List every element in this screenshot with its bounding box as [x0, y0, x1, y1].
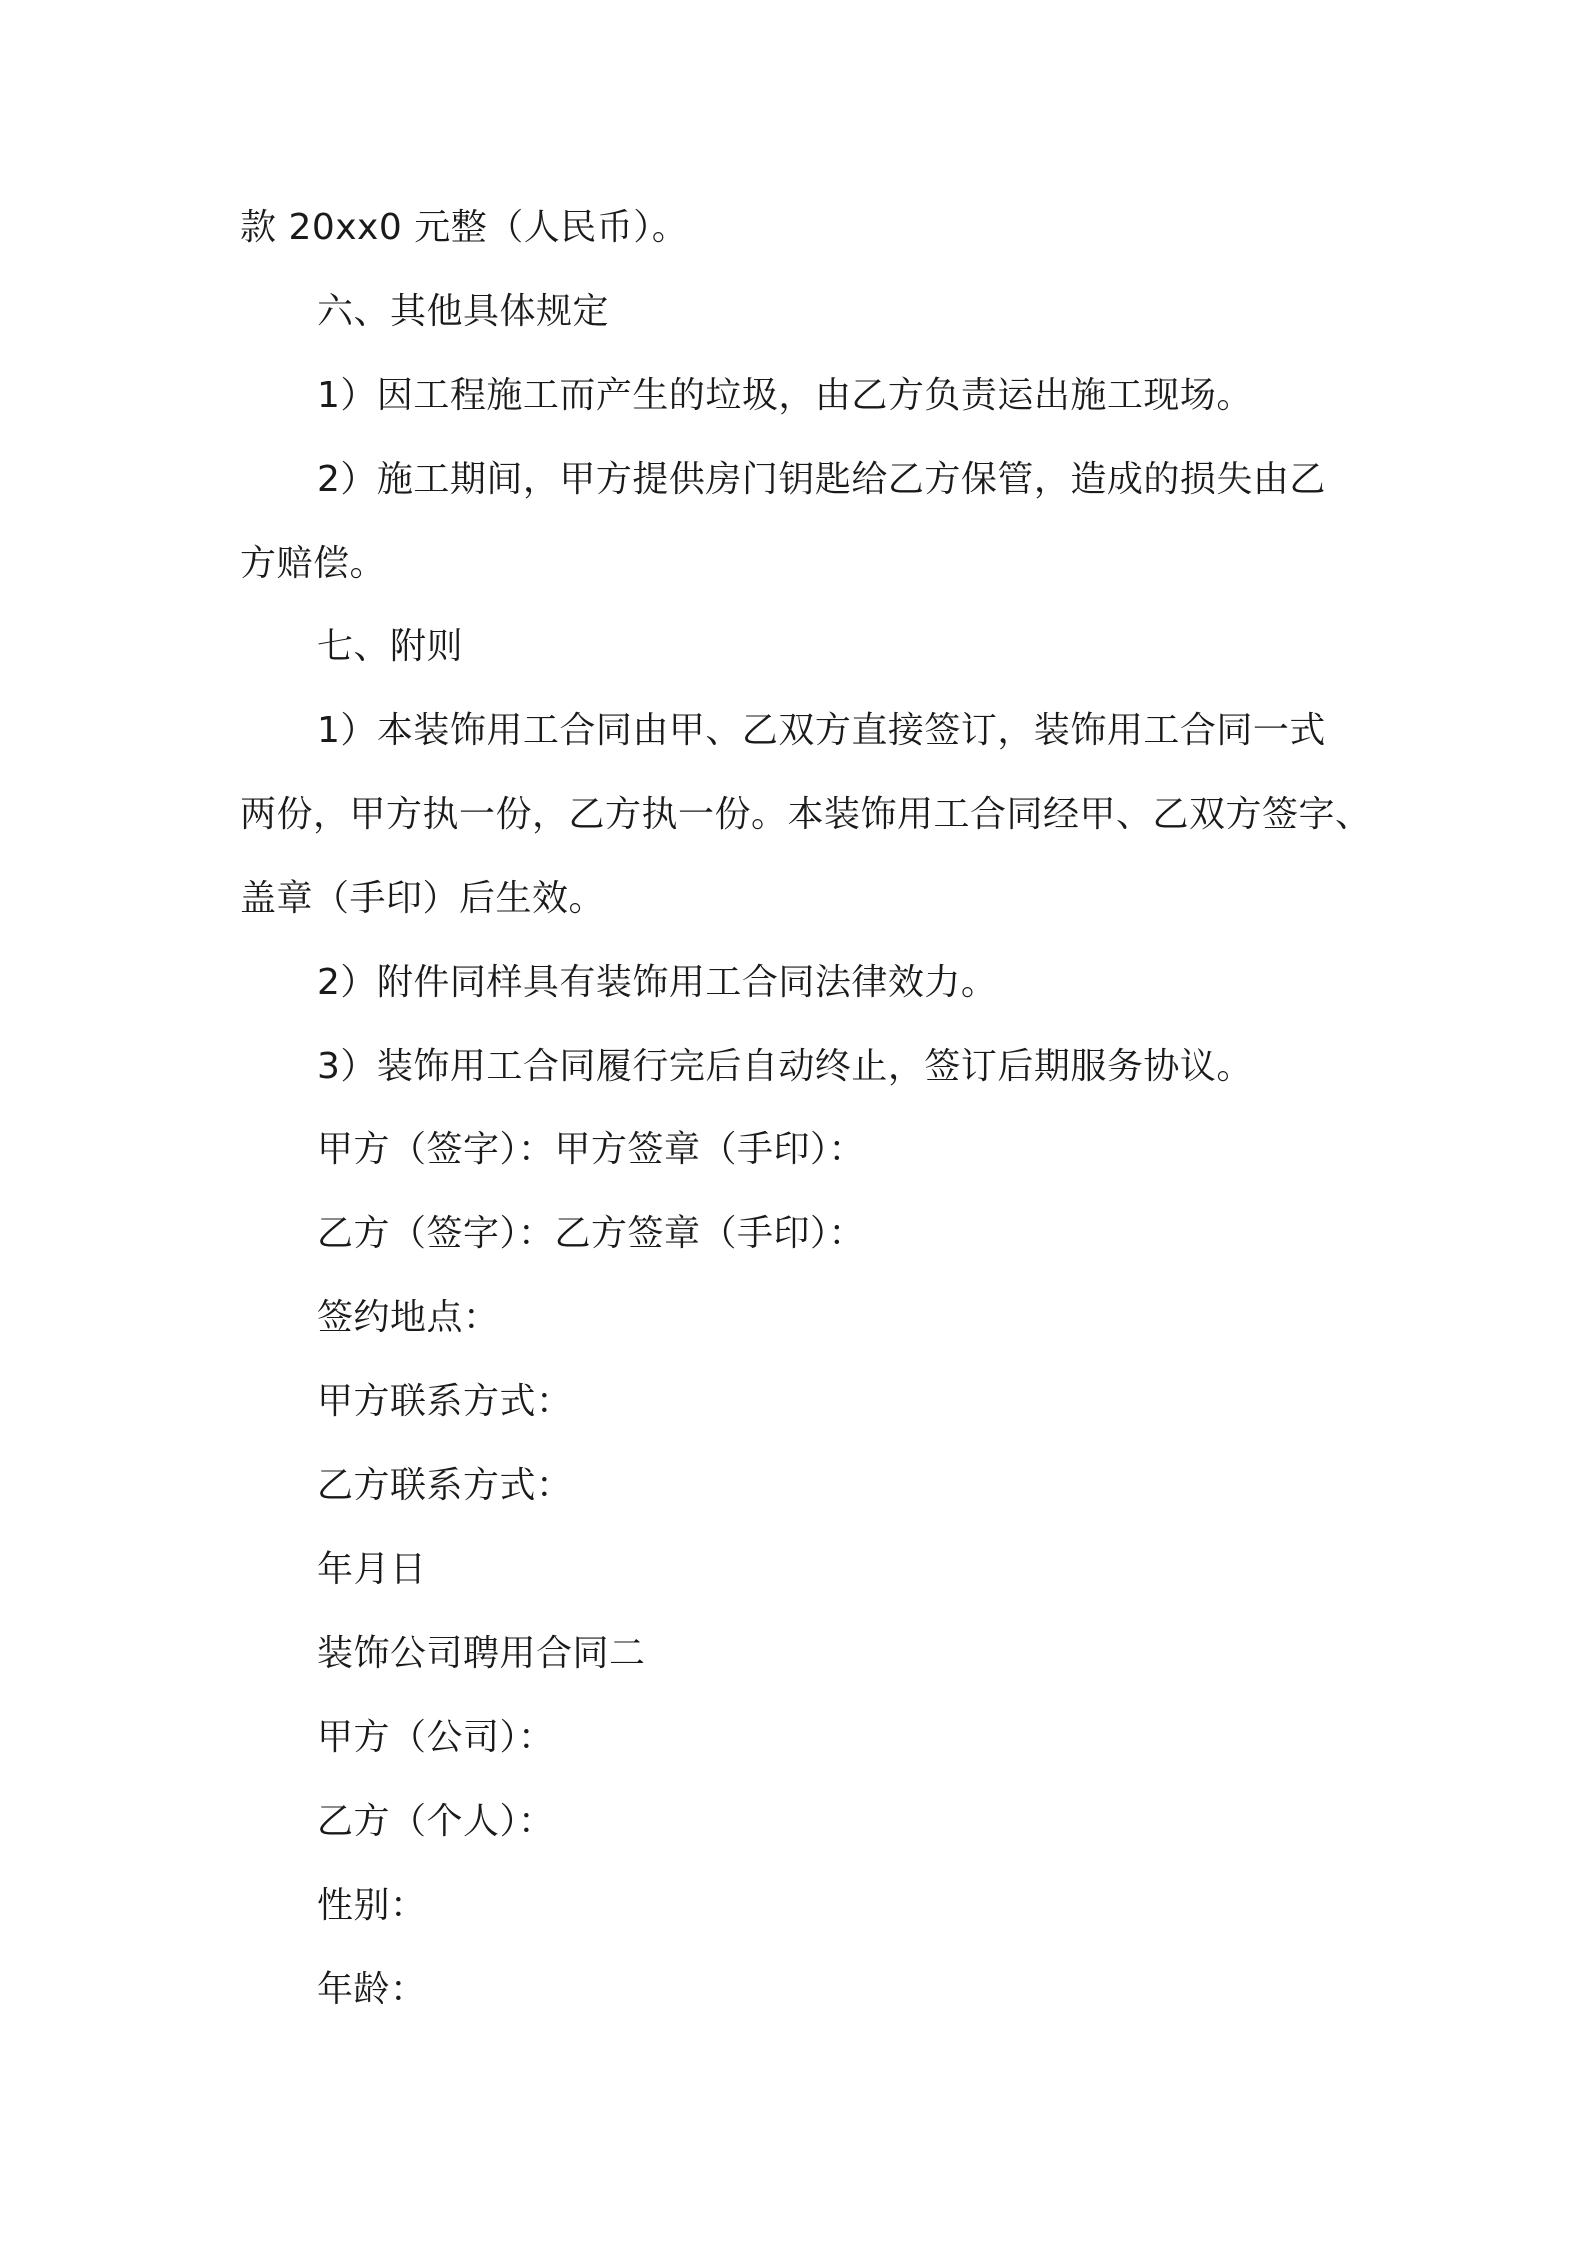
- clause-7-1: 1）本装饰用工合同由甲、乙双方直接签订，装饰用工合同一式: [317, 710, 1326, 751]
- section-heading-7: 七、附则: [317, 626, 464, 667]
- gender-field: 性别：: [317, 1885, 427, 1926]
- age-field: 年龄：: [317, 1969, 427, 2010]
- party-b-individual: 乙方（个人）：: [317, 1801, 555, 1842]
- party-b-signature: 乙方（签字）：乙方签章（手印）：: [317, 1213, 866, 1254]
- clause-7-1-end: 盖章（手印）后生效。: [240, 878, 606, 919]
- clause-6-2: 2）施工期间，甲方提供房门钥匙给乙方保管，造成的损失由乙: [317, 459, 1326, 500]
- party-b-contact: 乙方联系方式：: [317, 1465, 573, 1506]
- date-line: 年月日: [317, 1549, 427, 1590]
- clause-7-3: 3）装饰用工合同履行完后自动终止，签订后期服务协议。: [317, 1046, 1253, 1087]
- party-a-contact: 甲方联系方式：: [317, 1381, 573, 1422]
- clause-6-2-continued: 方赔偿。: [240, 543, 387, 584]
- section-heading-6: 六、其他具体规定: [317, 291, 610, 332]
- signing-location: 签约地点：: [317, 1297, 500, 1338]
- clause-7-1-continued: 两份，甲方执一份，乙方执一份。本装饰用工合同经甲、乙双方签字、: [240, 794, 1372, 835]
- party-a-signature: 甲方（签字）：甲方签章（手印）：: [317, 1129, 866, 1170]
- party-a-company: 甲方（公司）：: [317, 1717, 555, 1758]
- paragraph-payment-amount: 款 20xx0 元整（人民币）。: [240, 207, 689, 248]
- contract-two-title: 装饰公司聘用合同二: [317, 1633, 646, 1674]
- clause-6-1: 1）因工程施工而产生的垃圾，由乙方负责运出施工现场。: [317, 375, 1253, 416]
- clause-7-2: 2）附件同样具有装饰用工合同法律效力。: [317, 962, 998, 1003]
